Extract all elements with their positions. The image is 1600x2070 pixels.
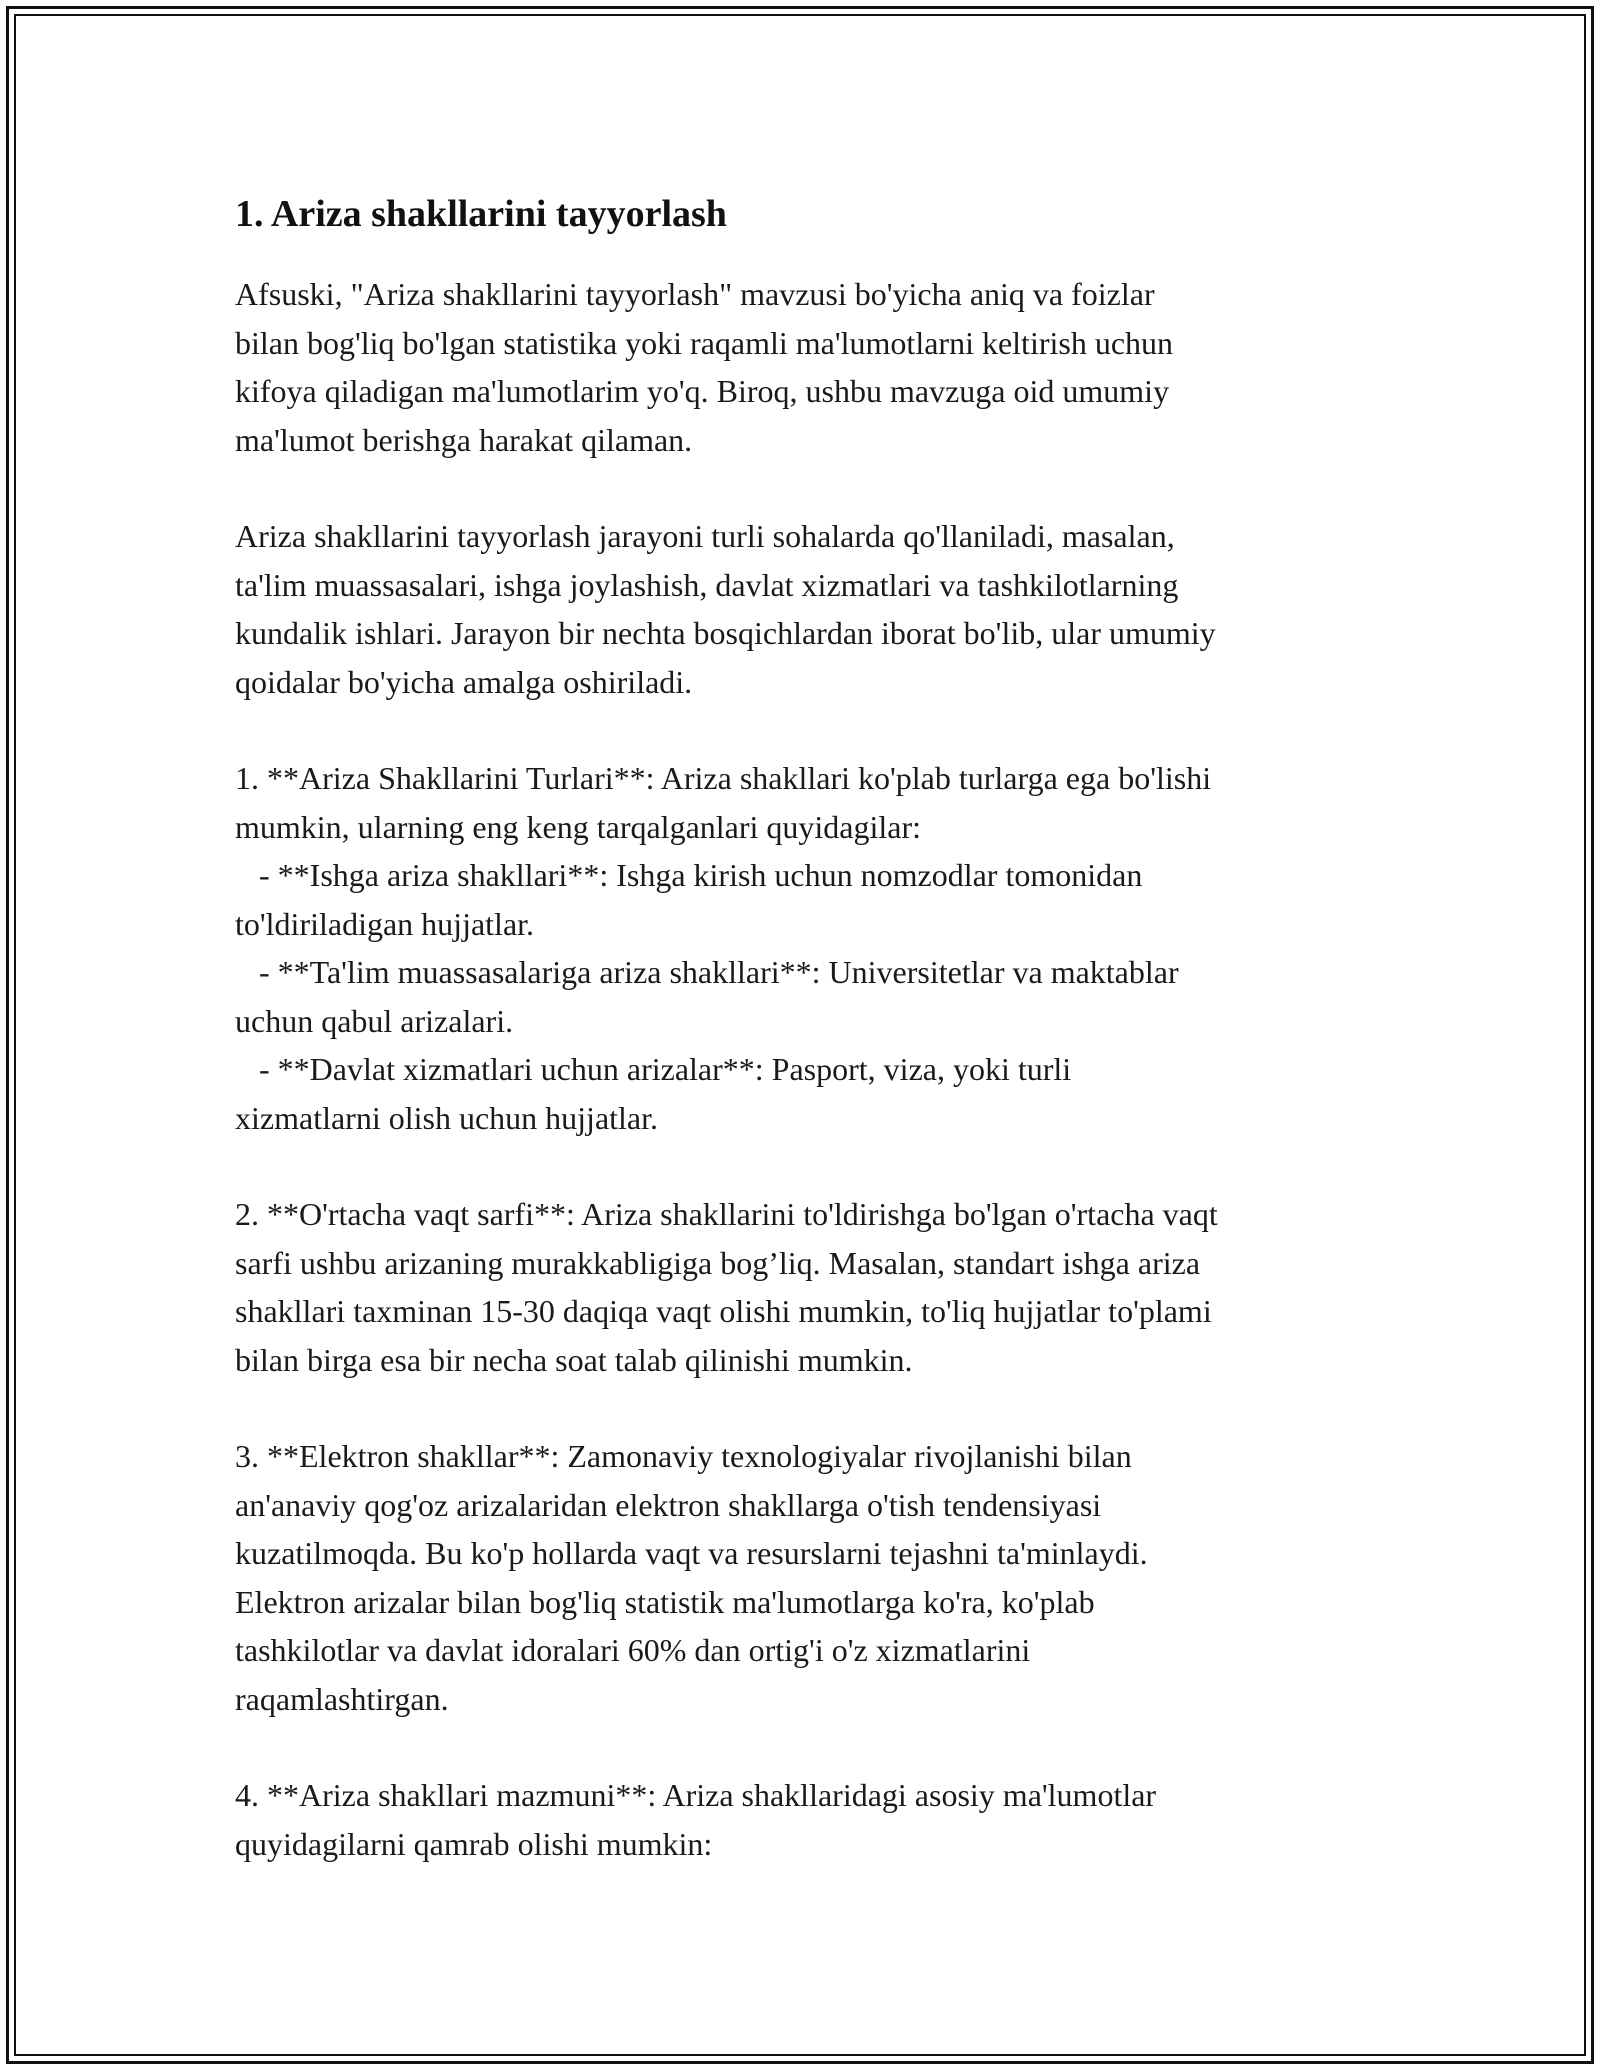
- text-line: Ariza shakllarini tayyorlash jarayoni turli sohalarda qo'llaniladi, masalan,: [235, 518, 1175, 554]
- text-line: 2. **O'rtacha vaqt sarfi**: Ariza shakllarini to'ldirishga bo'lgan o'rtacha vaqt: [235, 1196, 1218, 1232]
- text-line: bilan bog'liq bo'lgan statistika yoki raqamli ma'lumotlarni keltirish uchun: [235, 324, 1174, 361]
- text-line: ma'lumot berishga harakat qilaman.: [235, 421, 693, 458]
- text-line: - **Ta'lim muassasalariga ariza shakllari**: Universitetlar va maktablar: [235, 954, 1179, 990]
- text-line: raqamlashtirgan.: [235, 1680, 449, 1717]
- text-line: tashkilotlar va davlat idoralari 60% dan ortig'i o'z xizmatlarini: [235, 1632, 1031, 1668]
- text-line: quyidagilarni qamrab olishi mumkin:: [235, 1825, 713, 1862]
- section-heading: 1. Ariza shakllarini tayyorlash: [235, 193, 727, 235]
- text-line: Afsuski, "Ariza shakllarini tayyorlash" mavzusi bo'yicha aniq va foizlar: [235, 276, 1155, 312]
- text-line: uchun qabul arizalari.: [235, 1002, 514, 1039]
- text-line: ta'lim muassasalari, ishga joylashish, davlat xizmatlari va tashkilotlarning: [235, 566, 1179, 603]
- paragraph: [235, 1190, 1385, 1384]
- text-line: to'ldiriladigan hujjatlar.: [235, 905, 535, 942]
- text-line: bilan birga esa bir necha soat talab qilinishi mumkin.: [235, 1341, 913, 1378]
- text-line: 3. **Elektron shakllar**: Zamonaviy texnologiyalar rivojlanishi bilan: [235, 1438, 1132, 1474]
- paragraph: [235, 1432, 1385, 1723]
- text-line: xizmatlarni olish uchun hujjatlar.: [235, 1099, 659, 1136]
- text-line: shakllari taxminan 15-30 daqiqa vaqt olishi mumkin, to'liq hujjatlar to'plami: [235, 1293, 1212, 1329]
- text-line: kundalik ishlari. Jarayon bir nechta bosqichlardan iborat bo'lib, ular umumiy: [235, 615, 1216, 651]
- text-line: - **Davlat xizmatlari uchun arizalar**: Pasport, viza, yoki turli: [235, 1051, 1072, 1087]
- text-line: 1. **Ariza Shakllarini Turlari**: Ariza shakllari ko'plab turlarga ega bo'lishi: [235, 760, 1212, 796]
- paragraph-list: [235, 270, 1385, 1868]
- paragraph: [235, 512, 1385, 706]
- document-body: [235, 188, 1385, 1916]
- text-line: sarfi ushbu arizaning murakkabligiga bog’liq. Masalan, standart ishga ariza: [235, 1244, 1201, 1281]
- text-line: mumkin, ularning eng keng tarqalganlari quyidagilar:: [235, 808, 922, 845]
- paragraph: [235, 270, 1385, 464]
- paragraph: [235, 754, 1385, 1142]
- text-line: qoidalar bo'yicha amalga oshiriladi.: [235, 663, 693, 700]
- text-line: Elektron arizalar bilan bog'liq statistik ma'lumotlarga ko'ra, ko'plab: [235, 1583, 1095, 1620]
- text-line: kifoya qiladigan ma'lumotlarim yo'q. Biroq, ushbu mavzuga oid umumiy: [235, 373, 1170, 409]
- text-line: kuzatilmoqda. Bu ko'p hollarda vaqt va resurslarni tejashni ta'minlaydi.: [235, 1535, 1148, 1571]
- text-line: - **Ishga ariza shakllari**: Ishga kirish uchun nomzodlar tomonidan: [235, 857, 1143, 893]
- paragraph: [235, 1771, 1385, 1868]
- text-line: 4. **Ariza shakllari mazmuni**: Ariza shakllaridagi asosiy ma'lumotlar: [235, 1777, 1157, 1813]
- text-line: an'anaviy qog'oz arizalaridan elektron shakllarga o'tish tendensiyasi: [235, 1486, 1102, 1523]
